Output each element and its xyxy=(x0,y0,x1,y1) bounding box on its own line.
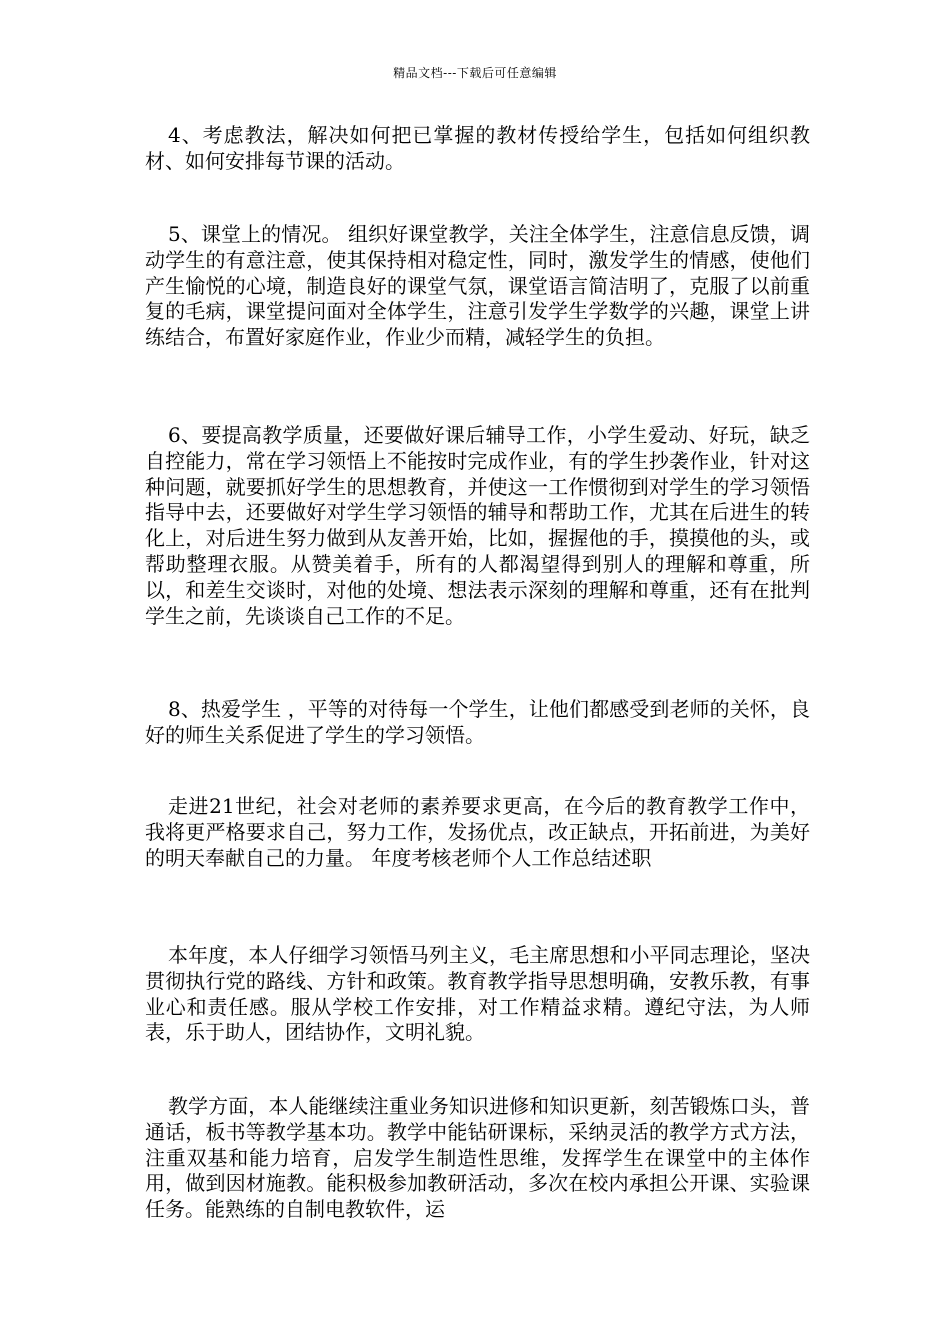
page-header: 精品文档---下载后可任意编辑 xyxy=(393,66,557,80)
paragraph-item-4: 4、考虑教法，解决如何把已掌握的教材传授给学生，包括如何组织教材、如何安排每节课的活动。 xyxy=(145,123,810,173)
paragraph-teaching: 教学方面，本人能继续注重业务知识进修和知识更新，刻苦锻炼口头，普通话，板书等教学基本功。教学中能钻研课标，采纳灵活的教学方式方法，注重双基和能力培育，启发学生制造性思维，发挥学生在课堂中的主体作用，做到因材施教。能积极参加教研活动，多次在校内承担公开课、实验课任务。能熟练的自制电教软件，运 xyxy=(145,1094,810,1222)
paragraph-conclusion: 走进21世纪，社会对老师的素养要求更高，在今后的教育教学工作中，我将更严格要求自己，努力工作，发扬优点，改正缺点，开拓前进，为美好的明天奉献自己的力量。 年度考核老师个人工作总结述职 xyxy=(145,794,810,870)
paragraph-item-8: 8、热爱学生 ，平等的对待每一个学生，让他们都感受到老师的关怀，良好的师生关系促进了学生的学习领悟。 xyxy=(145,697,810,747)
paragraph-item-5: 5、课堂上的情况。 组织好课堂教学，关注全体学生，注意信息反馈，调动学生的有意注意，使其保持相对稳定性，同时，激发学生的情感，使他们产生愉悦的心境，制造良好的课堂气氛，课堂语言简洁明了，克服了以前重复的毛病，课堂提问面对全体学生，注意引发学生学数学的兴趣，课堂上讲练结合，布置好家庭作业，作业少而精，减轻学生的负担。 xyxy=(145,222,810,350)
paragraph-item-6: 6、要提高教学质量，还要做好课后辅导工作，小学生爱动、好玩，缺乏自控能力，常在学习领悟上不能按时完成作业，有的学生抄袭作业，针对这种问题，就要抓好学生的思想教育，并使这一工作惯彻到对学生的学习领悟指导中去，还要做好对学生学习领悟的辅导和帮助工作，尤其在后进生的转化上，对后进生努力做到从友善开始，比如，握握他的手，摸摸他的头，或帮助整理衣服。从赞美着手，所有的人都渴望得到别人的理解和尊重，所以，和差生交谈时，对他的处境、想法表示深刻的理解和尊重，还有在批判学生之前，先谈谈自己工作的不足。 xyxy=(145,423,810,628)
paragraph-annual-review: 本年度，本人仔细学习领悟马列主义，毛主席思想和小平同志理论，坚决贯彻执行党的路线、方针和政策。教育教学指导思想明确，安教乐教，有事业心和责任感。服从学校工作安排，对工作精益求精。遵纪守法，为人师表，乐于助人，团结协作，文明礼貌。 xyxy=(145,943,810,1045)
